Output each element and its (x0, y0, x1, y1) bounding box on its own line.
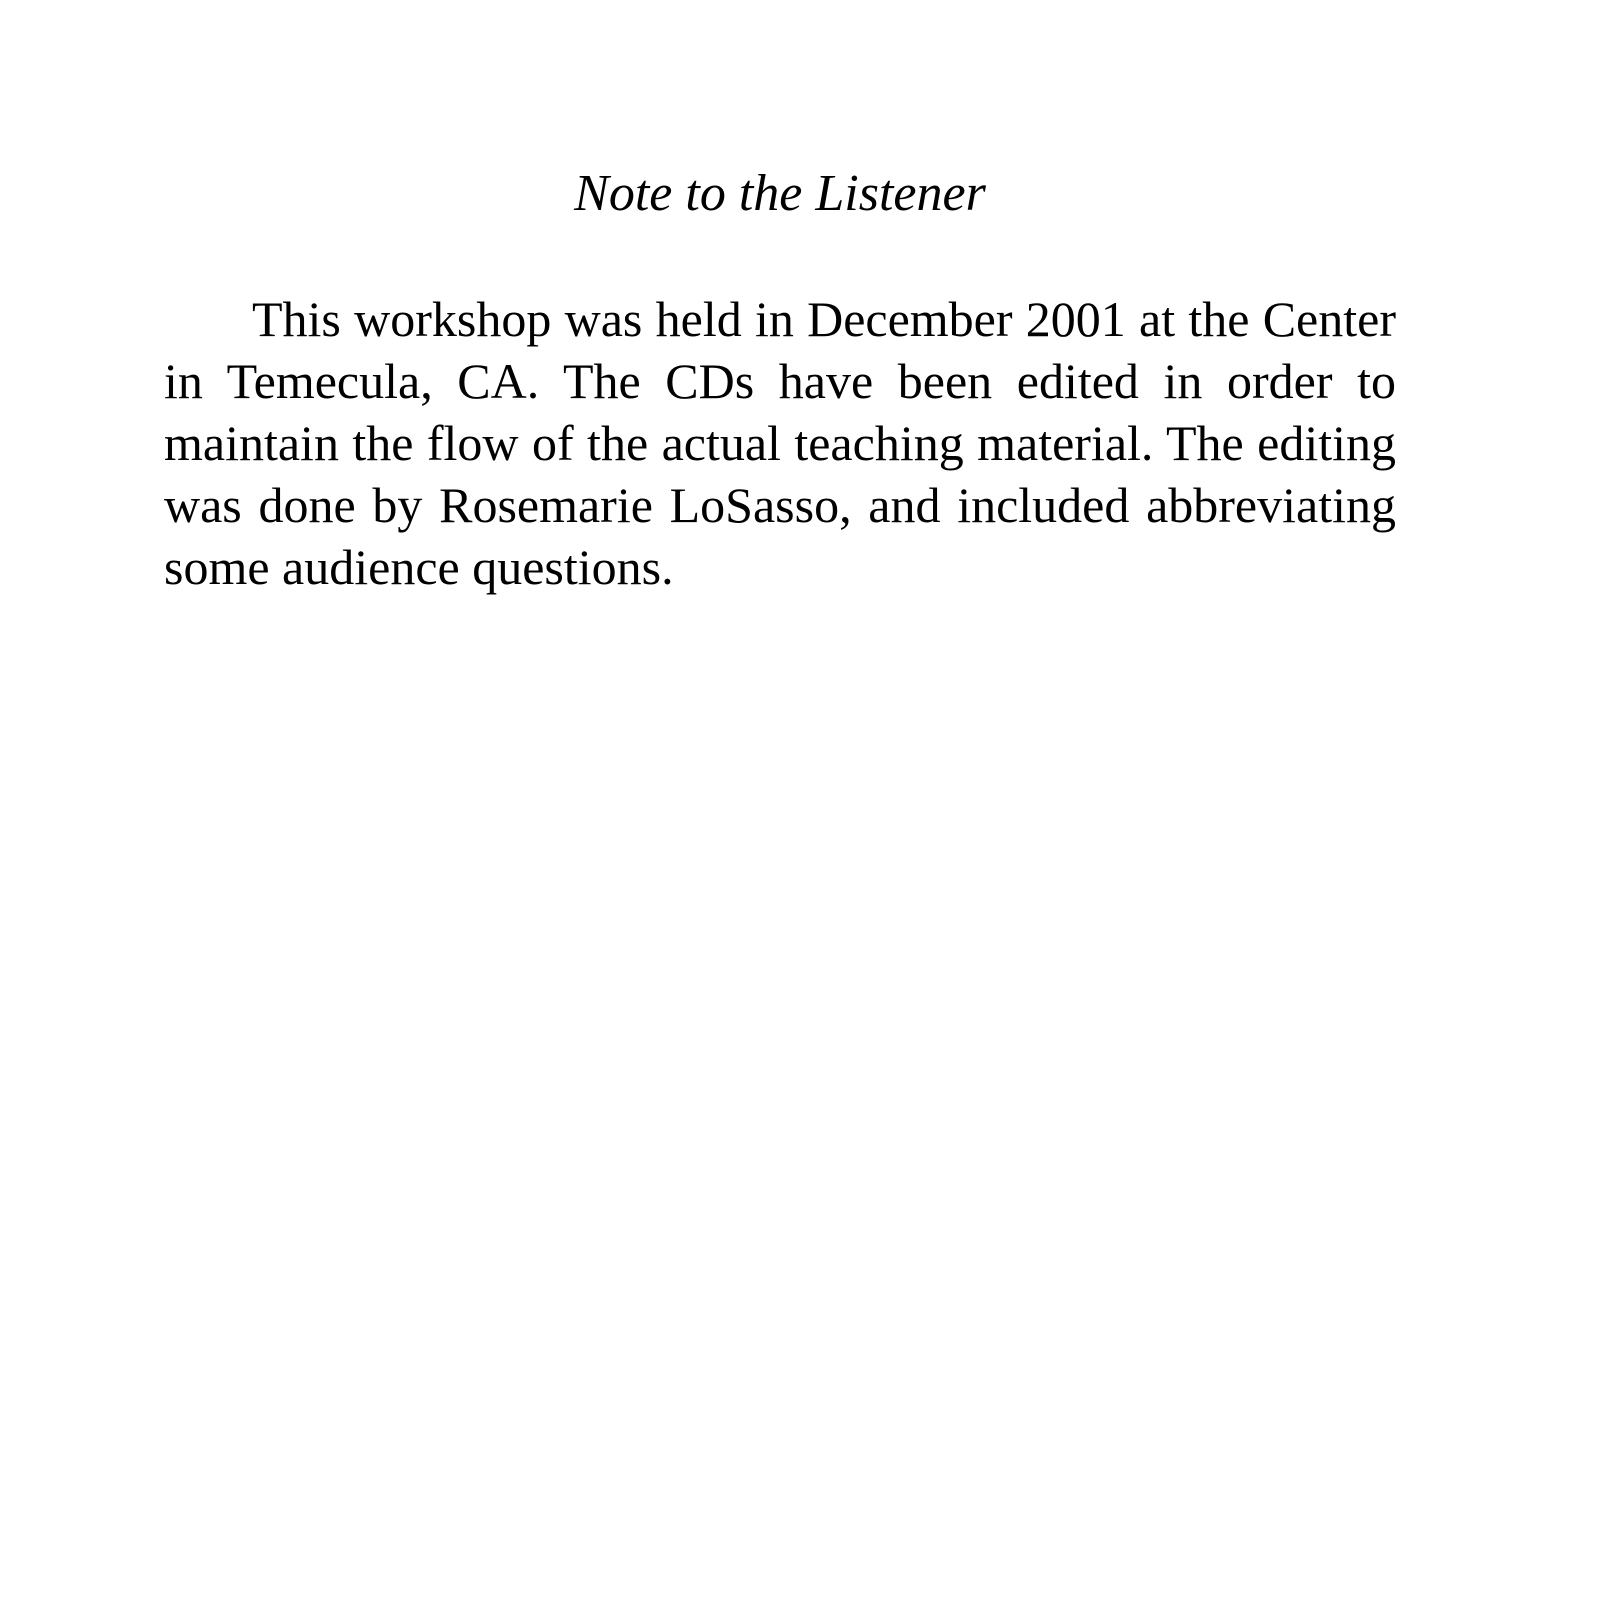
body-paragraph: This workshop was held in December 2001 at the Center in Temecula, CA. The CDs have been edited in order to maintain the flow of the actual teaching material. The editing was done by Rosemarie LoSasso, and included abbreviating some audience questions. (164, 291, 1396, 595)
page-title: Note to the Listener (574, 165, 986, 222)
